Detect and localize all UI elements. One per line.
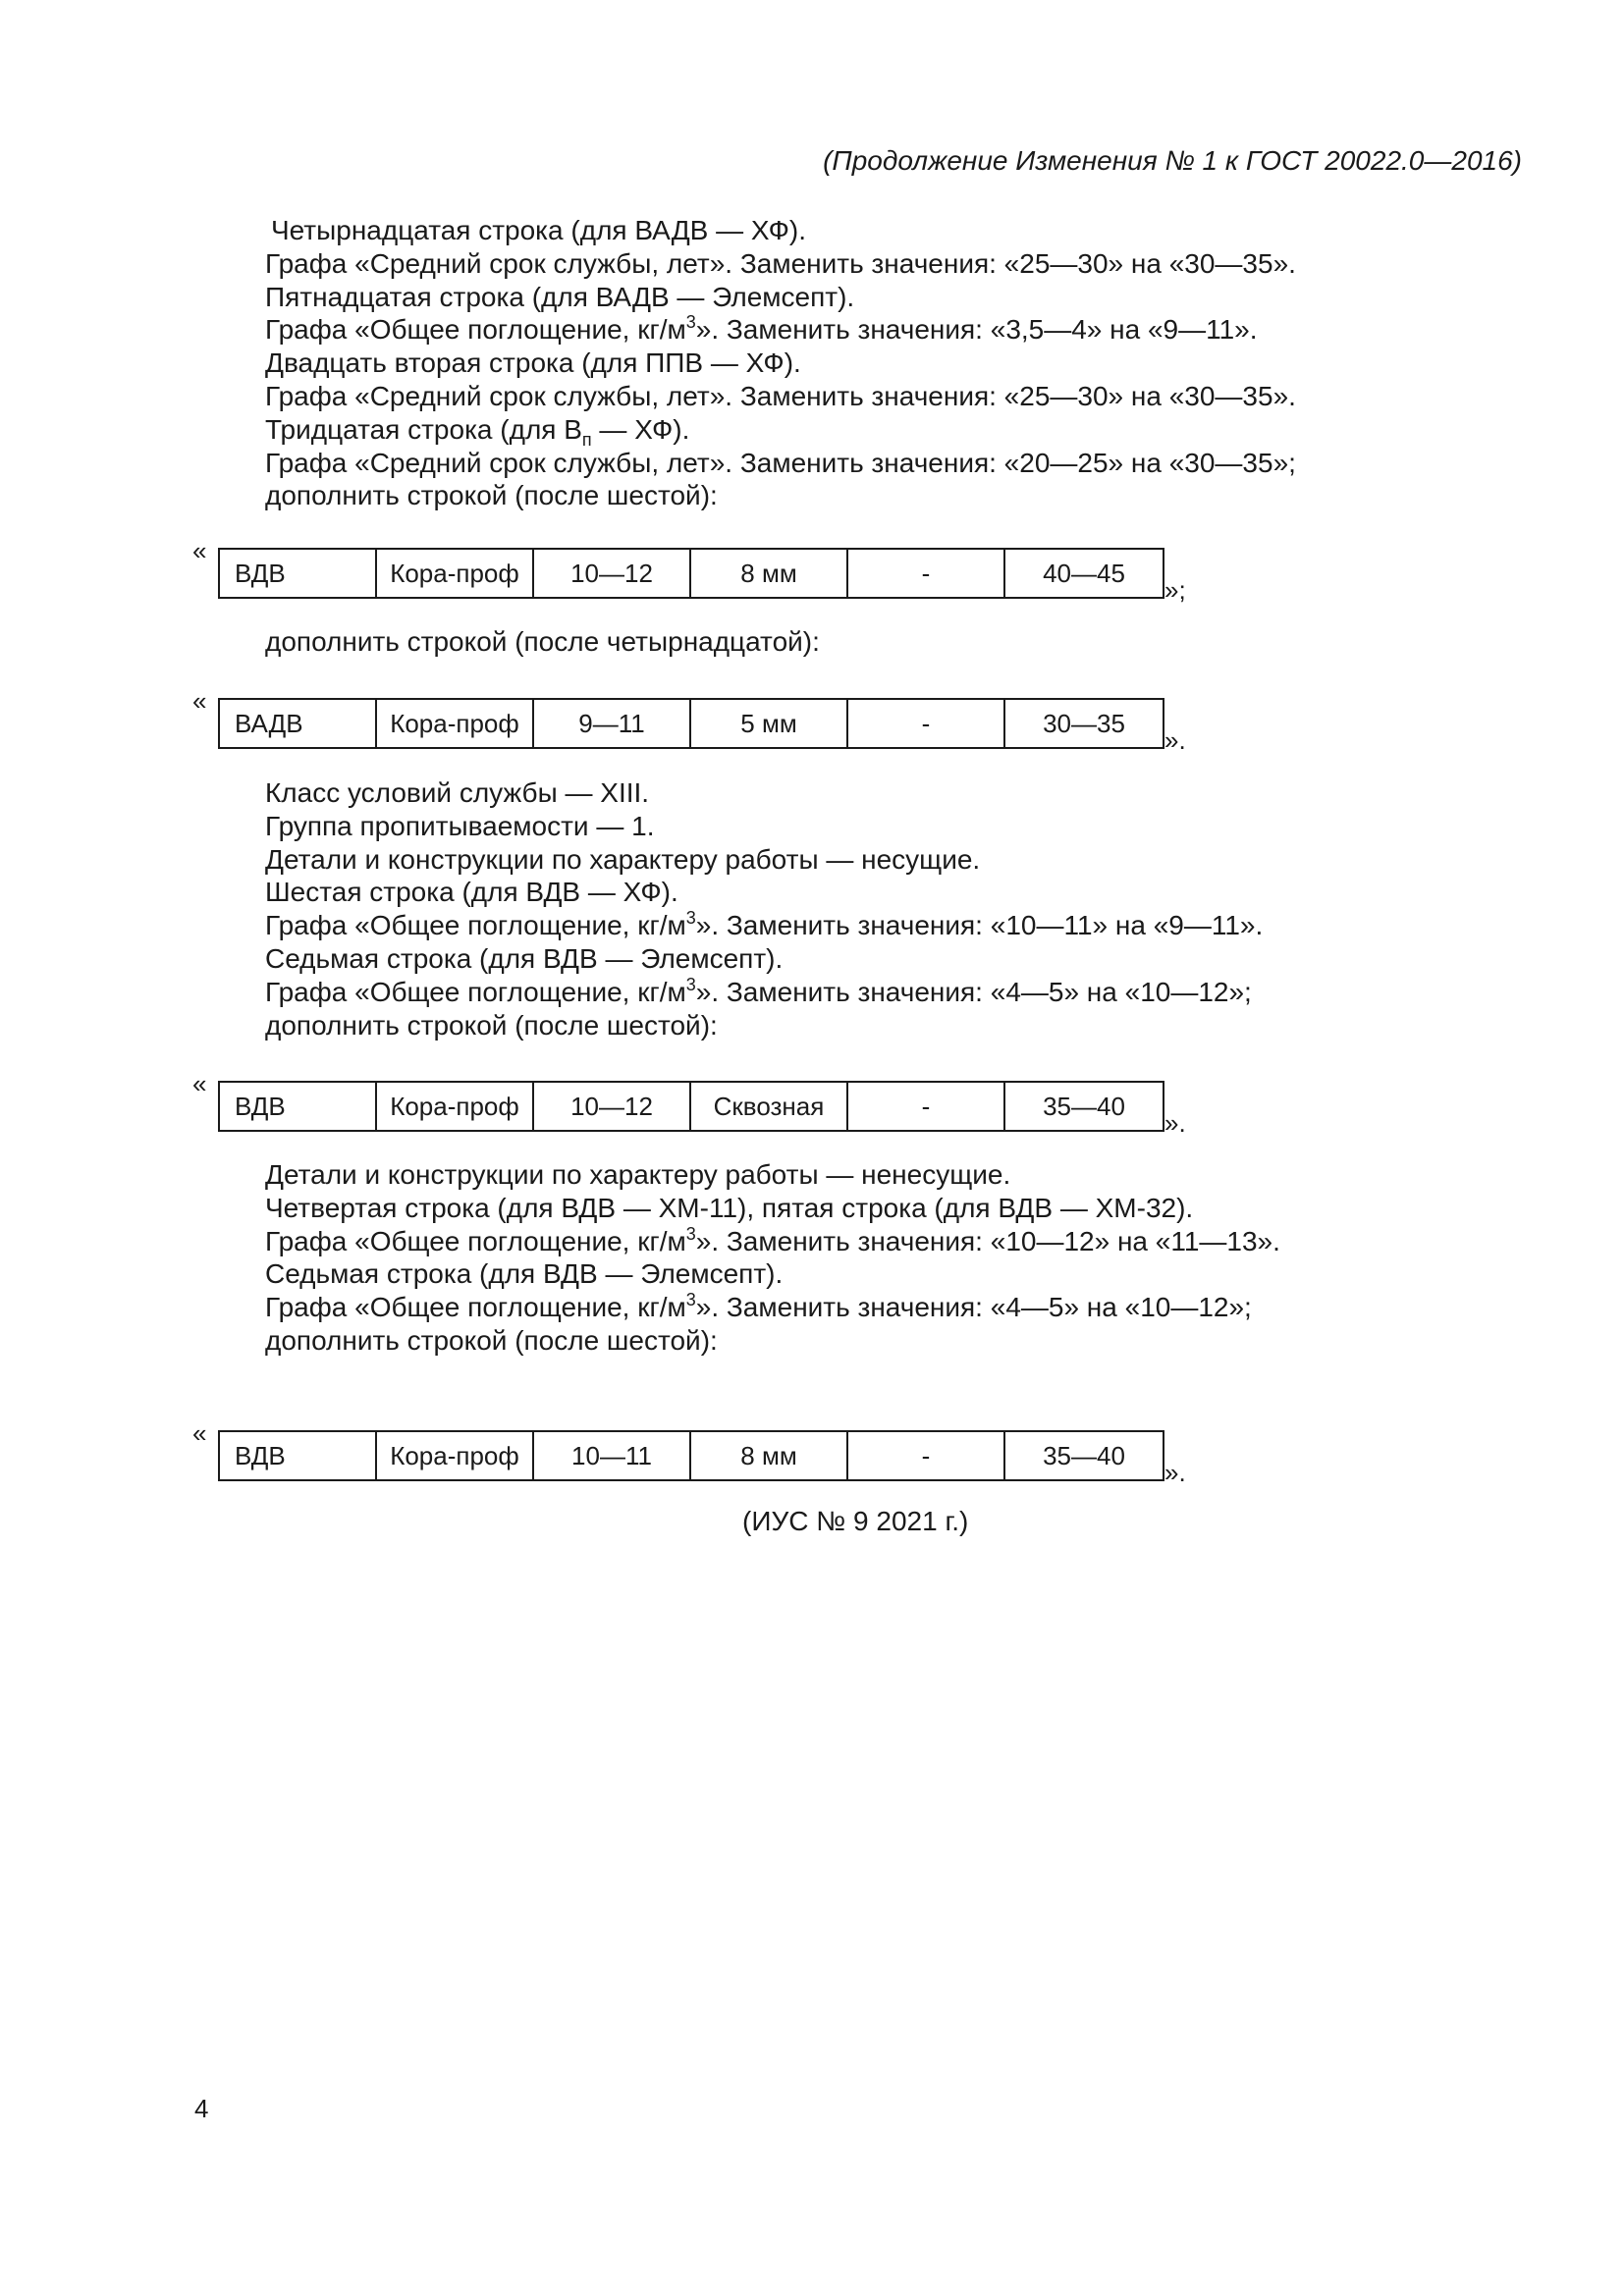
text-line: Группа пропитываемости — 1. (265, 810, 655, 841)
subscript: п (581, 429, 592, 450)
table-row-4 (192, 1418, 1204, 1487)
text-line: дополнить строкой (после шестой): (265, 1009, 718, 1041)
line-text: Графа «Общее поглощение, кг/м (265, 1225, 686, 1256)
line-text: Тридцатая строка (для В (265, 413, 582, 445)
line-text: Графа «Общее поглощение, кг/м (265, 976, 686, 1007)
text-block-4 (265, 1158, 1483, 1358)
superscript: 3 (685, 1223, 696, 1244)
text-line: дополнить строкой (после шестой): (265, 1324, 718, 1356)
table-cell: 8 мм (691, 1432, 848, 1479)
text-line: дополнить строкой (после шестой): (265, 480, 718, 511)
text-line: Двадцать вторая строка (для ППВ — ХФ). (265, 347, 801, 379)
table-cell: 5 мм (691, 700, 848, 747)
line-text: Графа «Общее поглощение, кг/м (265, 910, 686, 941)
table-cell: ВДВ (220, 1083, 377, 1130)
text-line: Детали и конструкции по характеру работы — ненесущие. (265, 1159, 1011, 1190)
table-cell: 10—12 (534, 550, 691, 597)
text-line: Шестая строка (для ВДВ — ХФ). (265, 877, 678, 908)
table-cell: ВАДВ (220, 700, 377, 747)
superscript: 3 (685, 908, 696, 929)
table-cell: Кора-проф (377, 550, 534, 597)
text-line: Детали и конструкции по характеру работы — несущие. (265, 843, 981, 875)
open-quote: « (192, 686, 207, 716)
line-text: ». Заменить значения: «4—5» на «10—12»; (695, 1292, 1252, 1323)
table-cell: 9—11 (534, 700, 691, 747)
table-cells (218, 548, 1164, 599)
text-block-3 (265, 776, 1483, 1041)
table-cell: ВДВ (220, 550, 377, 597)
text-line (265, 909, 1483, 942)
open-quote: « (192, 1069, 207, 1098)
text-line: Четвертая строка (для ВДВ — ХМ-11), пятая строка (для ВДВ — ХМ-32). (265, 1192, 1194, 1223)
superscript: 3 (685, 1290, 696, 1310)
table-cell: 10—12 (534, 1083, 691, 1130)
text-line: Седьмая строка (для ВДВ — Элемсепт). (265, 942, 784, 974)
page-number: 4 (194, 2094, 209, 2123)
close-quote: ». (1164, 1108, 1186, 1138)
table-cell: Кора-проф (377, 1432, 534, 1479)
text-line (265, 413, 1483, 450)
table-cell: 30—35 (1043, 708, 1125, 738)
superscript: 3 (685, 974, 696, 994)
text-line (265, 1225, 1483, 1258)
line-text: ». Заменить значения: «10—12» на «11—13». (695, 1225, 1280, 1256)
line-text: — ХФ). (591, 413, 690, 445)
text-line (265, 976, 1483, 1009)
close-quote: ». (1164, 725, 1186, 755)
line-text: Графа «Общее поглощение, кг/м (265, 314, 686, 346)
table-row-3 (192, 1069, 1204, 1138)
text-line: Четырнадцатая строка (для ВАДВ — ХФ). (271, 215, 807, 245)
text-line: дополнить строкой (после четырнадцатой): (265, 626, 820, 657)
table-cells (218, 1081, 1164, 1132)
text-line: Графа «Средний срок службы, лет». Заменить значения: «25—30» на «30—35». (265, 247, 1296, 279)
text-line: Графа «Средний срок службы, лет». Заменить значения: «25—30» на «30—35». (265, 380, 1296, 411)
superscript: 3 (685, 312, 696, 333)
close-quote: »; (1164, 575, 1186, 605)
table-cell: 35—40 (1043, 1091, 1125, 1121)
text-line (265, 313, 1483, 347)
table-row-1 (192, 536, 1204, 605)
table-cell: ВДВ (220, 1432, 377, 1479)
line-text: Графа «Общее поглощение, кг/м (265, 1292, 686, 1323)
text-line: Класс условий службы — XIII. (265, 777, 650, 808)
text-line: Седьмая строка (для ВДВ — Элемсепт). (265, 1258, 784, 1290)
table-cell: Кора-проф (377, 700, 534, 747)
table-cell: 10—11 (534, 1432, 691, 1479)
text-block-1 (265, 214, 1483, 512)
text-line: Пятнадцатая строка (для ВАДВ — Элемсепт). (265, 281, 855, 312)
line-text: ». Заменить значения: «10—11» на «9—11». (695, 910, 1264, 941)
line-text: ». Заменить значения: «3,5—4» на «9—11». (695, 314, 1258, 346)
open-quote: « (192, 536, 207, 565)
table-cell: - (848, 550, 1005, 597)
table-cell: Сквозная (691, 1083, 848, 1130)
table-cell: 8 мм (691, 550, 848, 597)
table-cell: - (848, 700, 1005, 747)
table-row-2 (192, 686, 1204, 755)
table-cells (218, 1430, 1164, 1481)
open-quote: « (192, 1418, 207, 1448)
line-text: ». Заменить значения: «4—5» на «10—12»; (695, 976, 1252, 1007)
text-line: Графа «Средний срок службы, лет». Заменить значения: «20—25» на «30—35»; (265, 447, 1296, 478)
ius-reference: (ИУС № 9 2021 г.) (742, 1506, 969, 1536)
table-cell: 40—45 (1043, 558, 1125, 588)
table-cell: - (848, 1432, 1005, 1479)
table-cell: Кора-проф (377, 1083, 534, 1130)
close-quote: ». (1164, 1458, 1186, 1487)
table-cell: 35—40 (1043, 1440, 1125, 1470)
page-header: (Продолжение Изменения № 1 к ГОСТ 20022.0—2016) (823, 145, 1522, 176)
table-cells (218, 698, 1164, 749)
table-cell: - (848, 1083, 1005, 1130)
text-line (265, 1291, 1483, 1324)
text-block-2 (265, 625, 1483, 659)
